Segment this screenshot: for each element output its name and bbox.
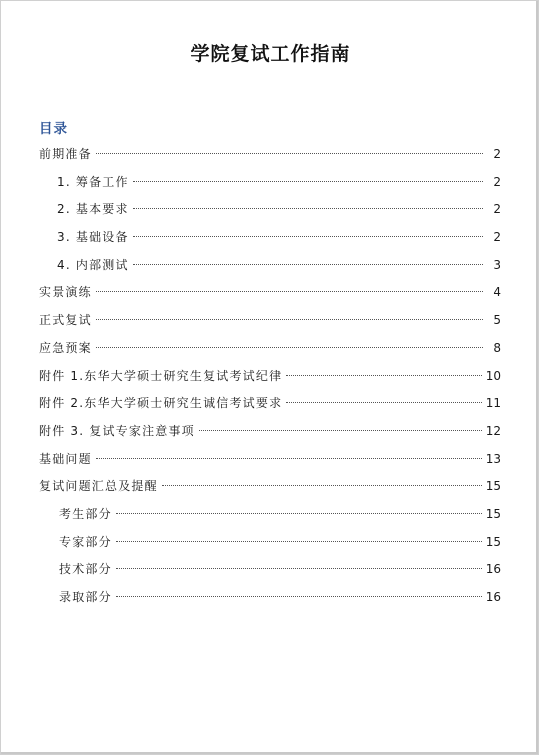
toc-entry-page: 2	[493, 230, 501, 245]
toc-entry[interactable]	[39, 393, 501, 421]
dot-leader	[116, 596, 482, 597]
toc-entry-label: 技术部分	[59, 562, 112, 577]
dot-leader	[116, 513, 482, 514]
toc-entry-label: 附件 2.东华大学硕士研究生诚信考试要求	[39, 396, 283, 411]
dot-leader	[133, 208, 483, 209]
toc-entry-label: 考生部分	[59, 506, 112, 521]
toc-entry[interactable]	[39, 144, 501, 172]
toc-entry-label: 1. 筹备工作	[57, 174, 129, 189]
toc-entry[interactable]	[39, 310, 501, 338]
toc-entry-label: 附件 1.东华大学硕士研究生复试考试纪律	[39, 368, 283, 383]
toc-entry-page: 3	[493, 257, 501, 272]
toc-entry-label: 3. 基础设备	[57, 230, 129, 245]
toc-entry[interactable]	[39, 504, 501, 532]
toc-entry-label: 4. 内部测试	[57, 257, 129, 272]
toc-entry-page: 2	[493, 202, 501, 217]
toc-entry[interactable]	[39, 255, 501, 283]
toc-entry-label: 正式复试	[39, 313, 92, 328]
toc-entry-label: 基础问题	[39, 451, 92, 466]
toc-entry-label: 附件 3. 复试专家注意事项	[39, 423, 195, 438]
toc-entry-page: 16	[485, 590, 501, 604]
toc-entry[interactable]	[39, 476, 501, 504]
toc-entry[interactable]	[39, 559, 501, 587]
dot-leader	[116, 541, 482, 542]
toc-entry-page: 13	[485, 451, 501, 466]
toc-entry[interactable]	[39, 199, 501, 227]
toc-entry-page: 15	[485, 534, 501, 549]
toc-entry-page: 15	[485, 479, 501, 494]
toc-entry[interactable]	[39, 532, 501, 560]
dot-leader	[199, 430, 482, 431]
toc-entry[interactable]	[39, 449, 501, 477]
toc-entry[interactable]	[39, 366, 501, 394]
dot-leader	[133, 264, 483, 265]
document-title: 学院复试工作指南	[190, 43, 351, 65]
toc-entry-page: 5	[493, 313, 501, 328]
toc-entry-page: 10	[485, 368, 501, 383]
table-of-contents	[39, 144, 501, 615]
toc-entry[interactable]	[39, 227, 501, 255]
toc-entry-label: 2. 基本要求	[57, 202, 129, 217]
toc-entry[interactable]	[39, 338, 501, 366]
dot-leader	[96, 458, 482, 459]
dot-leader	[133, 236, 483, 237]
toc-entry-label: 实景演练	[39, 285, 92, 300]
toc-entry-page: 16	[485, 562, 501, 577]
toc-entry[interactable]	[39, 172, 501, 200]
toc-entry-label: 复试问题汇总及提醒	[39, 479, 158, 494]
dot-leader	[286, 375, 481, 376]
toc-entry-page: 11	[485, 396, 501, 411]
toc-entry[interactable]	[39, 282, 501, 310]
dot-leader	[133, 181, 483, 182]
toc-entry-label: 应急预案	[39, 340, 92, 355]
toc-entry-page: 12	[485, 423, 501, 438]
toc-entry-page: 4	[493, 285, 501, 300]
toc-entry-label: 专家部分	[59, 534, 112, 549]
toc-entry[interactable]	[39, 421, 501, 449]
toc-entry-page: 2	[493, 147, 501, 161]
toc-entry-label: 前期准备	[39, 147, 92, 161]
dot-leader	[162, 485, 482, 486]
dot-leader	[96, 347, 483, 348]
toc-entry-label: 录取部分	[59, 590, 112, 604]
dot-leader	[96, 319, 483, 320]
toc-entry-page: 2	[493, 174, 501, 189]
toc-heading: 目录	[39, 121, 68, 137]
toc-entry-page: 8	[493, 340, 501, 355]
dot-leader	[96, 153, 483, 154]
toc-entry-page: 15	[485, 506, 501, 521]
dot-leader	[96, 291, 483, 292]
dot-leader	[286, 402, 481, 403]
toc-entry[interactable]	[39, 587, 501, 615]
dot-leader	[116, 568, 482, 569]
